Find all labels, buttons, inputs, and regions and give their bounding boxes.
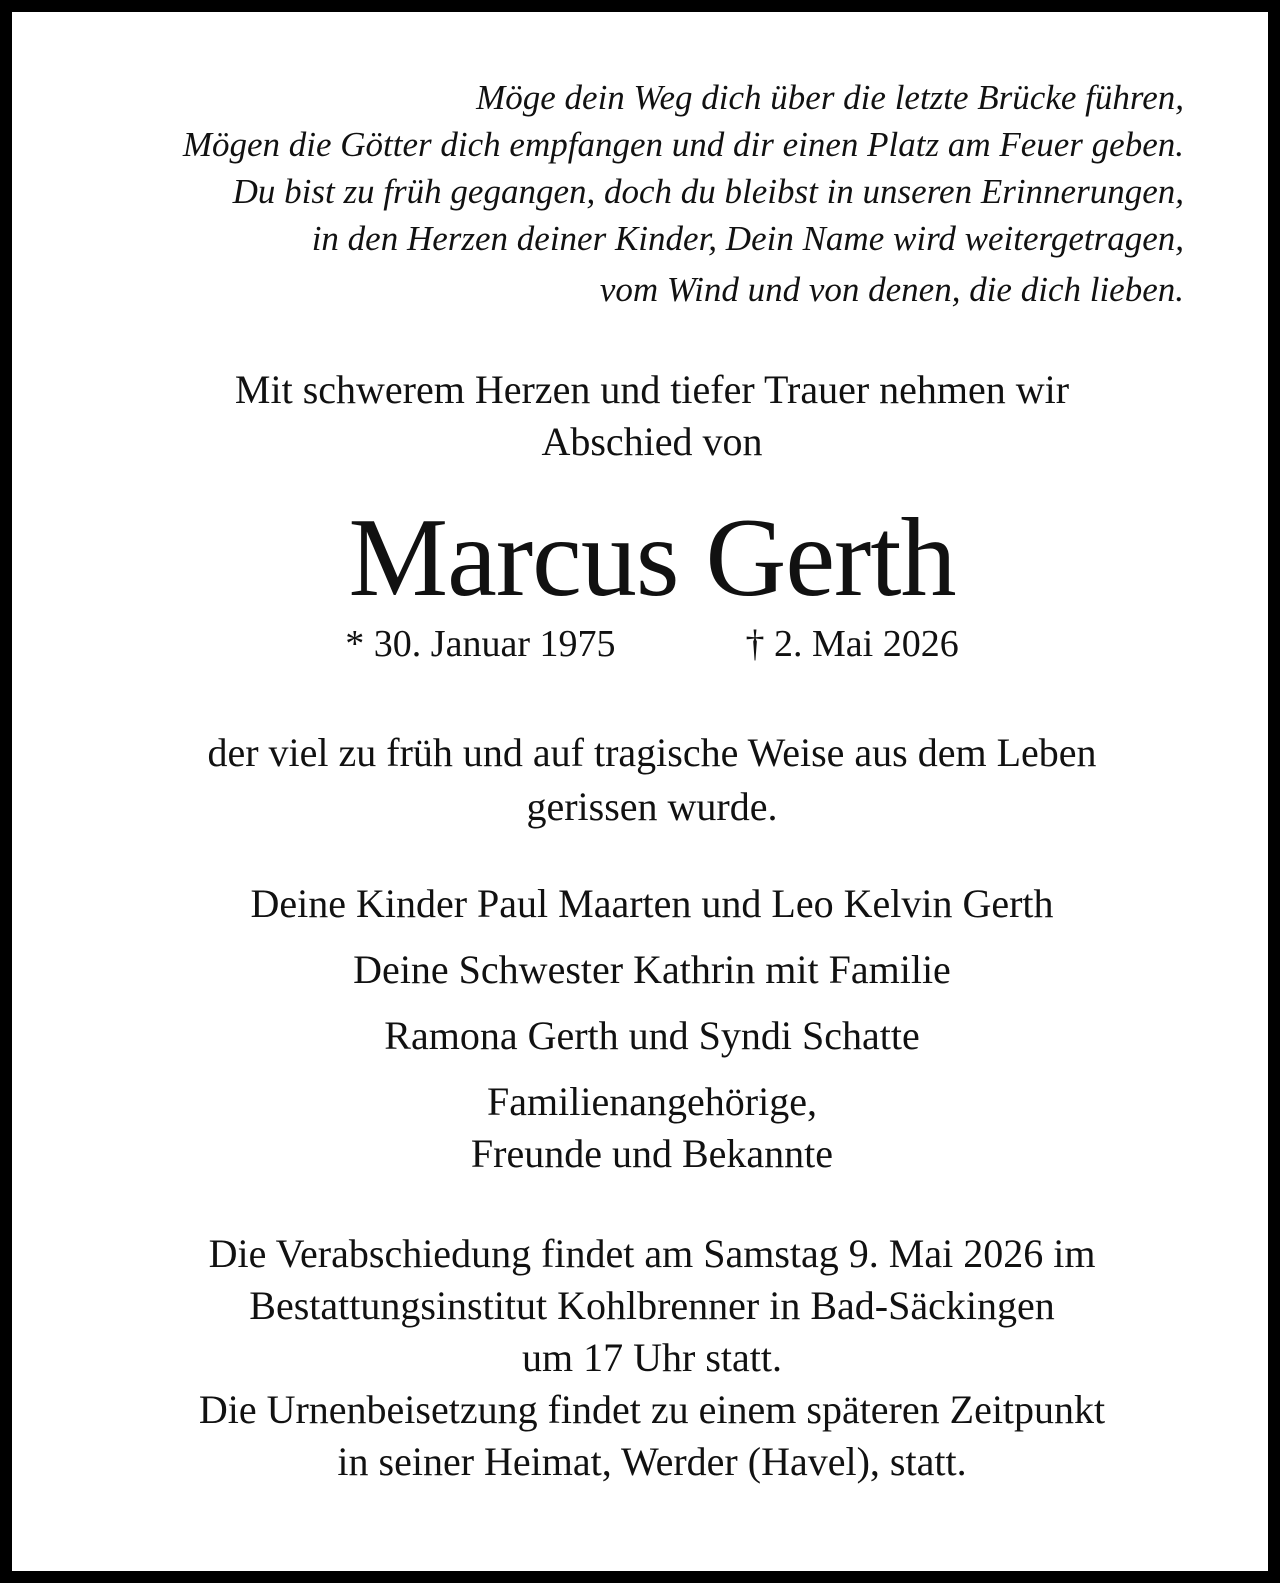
mourners-list: [12, 878, 1280, 1180]
mourner-children: Deine Kinder Paul Maarten und Leo Kelvin Gerth: [250, 881, 1054, 926]
mourner-friends: Freunde und Bekannte: [470, 1131, 834, 1176]
death-date: † 2. Mai 2026: [745, 623, 959, 665]
service-info: [12, 1228, 1280, 1488]
service-line: Bestattungsinstitut Kohlbrenner in Bad-Säckingen: [249, 1283, 1055, 1328]
mourner-others: Ramona Gerth und Syndi Schatte: [384, 1013, 920, 1058]
poem-line: Möge dein Weg dich über die letzte Brücke führen,: [476, 78, 1184, 117]
poem-line: vom Wind und von denen, die dich lieben.: [599, 270, 1184, 309]
tribute-text: [12, 726, 1280, 834]
service-line: um 17 Uhr statt.: [522, 1335, 782, 1380]
mourner-relatives: Familienangehörige,: [487, 1079, 817, 1124]
service-line: Die Verabschiedung findet am Samstag 9. Mai 2026 im: [208, 1231, 1096, 1276]
tribute-line: gerissen wurde.: [526, 784, 778, 829]
deceased-name: Marcus Gerth: [348, 496, 956, 620]
service-line: Die Urnenbeisetzung findet zu einem späteren Zeitpunkt: [198, 1387, 1106, 1432]
service-line: in seiner Heimat, Werder (Havel), statt.: [337, 1439, 967, 1484]
poem-line: Du bist zu früh gegangen, doch du bleibst in unseren Erinnerungen,: [232, 172, 1184, 211]
intro-line: Mit schwerem Herzen und tiefer Trauer nehmen wir: [234, 367, 1070, 412]
poem: [84, 74, 1184, 313]
birth-date: * 30. Januar 1975: [345, 623, 616, 665]
mourner-sister: Deine Schwester Kathrin mit Familie: [353, 947, 951, 992]
poem-line: in den Herzen deiner Kinder, Dein Name wird weitergetragen,: [311, 219, 1184, 258]
tribute-line: der viel zu früh und auf tragische Weise aus dem Leben: [207, 730, 1097, 775]
intro-line: Abschied von: [541, 419, 763, 464]
intro-text: [12, 364, 1280, 468]
poem-line: Mögen die Götter dich empfangen und dir einen Platz am Feuer geben.: [182, 125, 1184, 164]
life-dates: [12, 620, 1280, 668]
